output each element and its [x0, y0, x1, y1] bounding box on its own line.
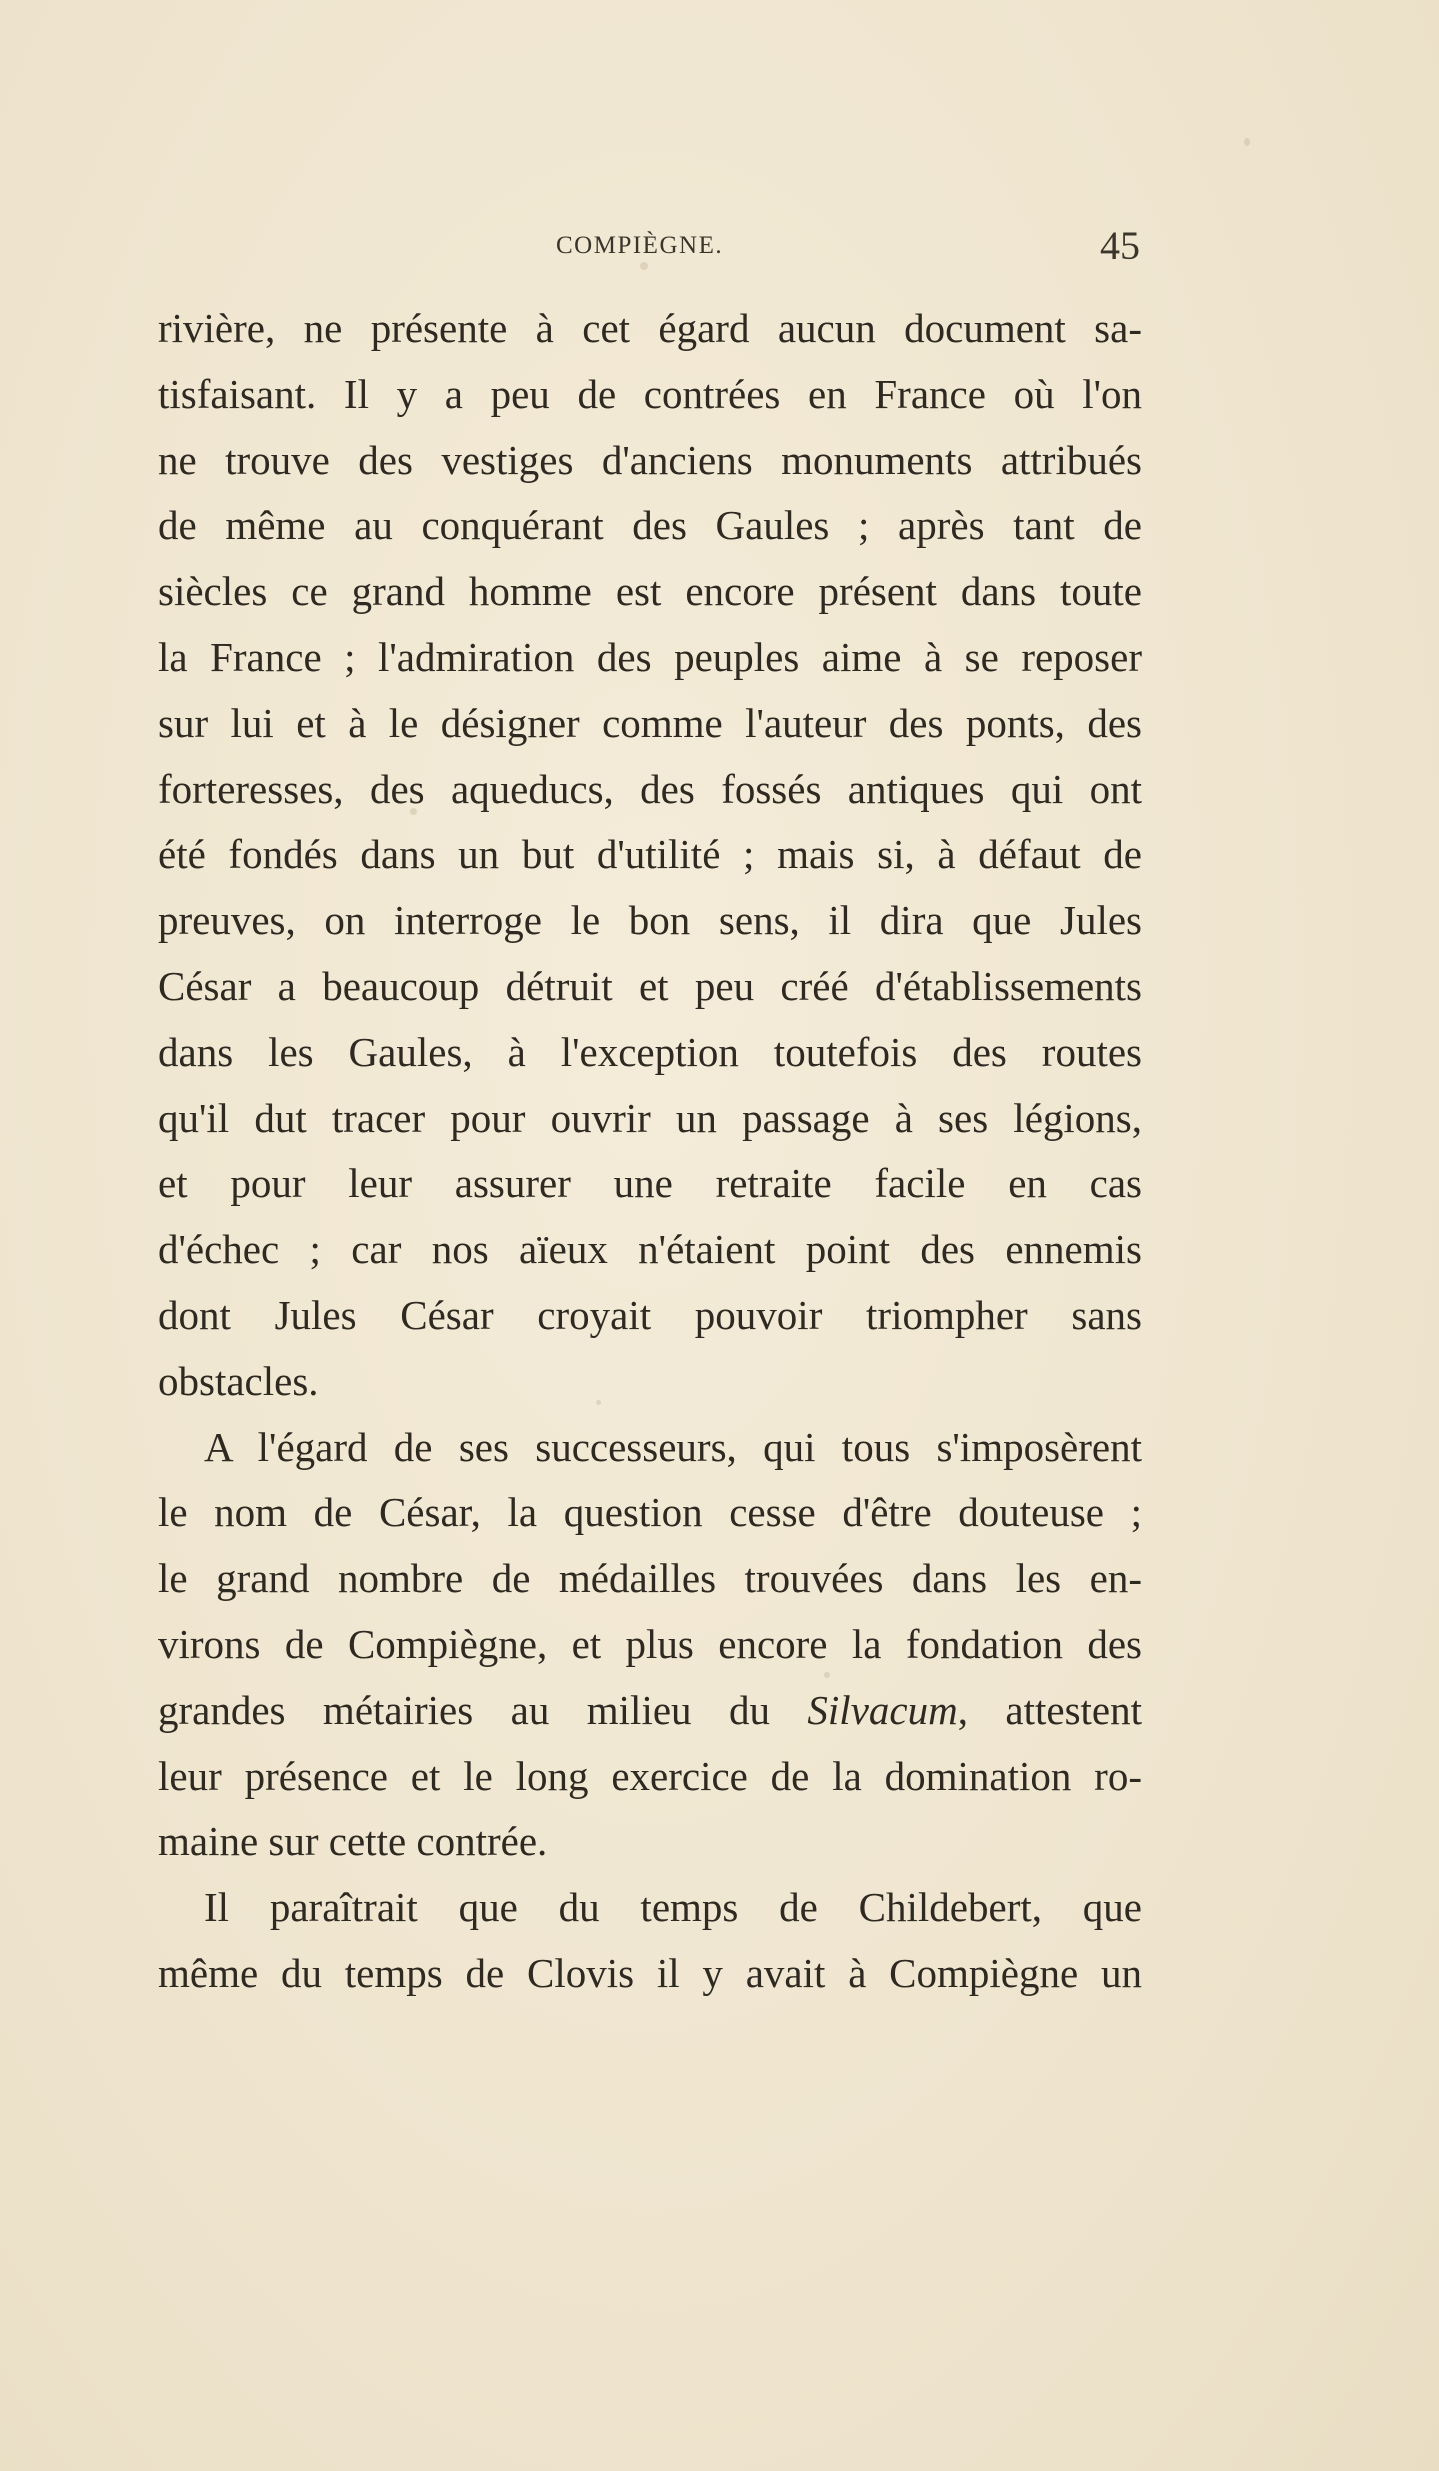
text-line: de même au conquérant des Gaules ; après tant de	[158, 502, 1142, 549]
text-line: forteresses, des aqueducs, des fossés antiques qui ont	[158, 765, 1142, 812]
text-line: même du temps de Clovis il y avait à Compiègne un	[158, 1949, 1142, 1996]
text-line	[158, 1678, 1142, 1744]
page-number: 45	[1100, 223, 1140, 268]
text-line: obstacles.	[158, 1357, 319, 1404]
text-line: été fondés dans un but d'utilité ; mais si, à défaut de	[158, 831, 1142, 878]
text-line: d'échec ; car nos aïeux n'étaient point des ennemis	[158, 1226, 1142, 1273]
text-line: leur présence et le long exercice de la domination ro-	[158, 1752, 1142, 1799]
running-head: COMPIÈGNE.	[556, 232, 724, 259]
text-line: la France ; l'admiration des peuples aime à se reposer	[158, 633, 1142, 680]
page-header	[158, 223, 1158, 268]
text-line: siècles ce grand homme est encore présent dans toute	[158, 568, 1142, 615]
text-line: et pour leur assurer une retraite facile en cas	[158, 1160, 1142, 1207]
text-line: preuves, on interroge le bon sens, il dira que Jules	[158, 897, 1142, 944]
italic-term: Silvacum	[807, 1686, 958, 1733]
paragraph-start-line: Il paraîtrait que du temps de Childebert, que	[204, 1884, 1142, 1931]
text-line: le nom de César, la question cesse d'être douteuse ;	[158, 1489, 1142, 1536]
text-line: rivière, ne présente à cet égard aucun document sa-	[158, 305, 1142, 351]
text-line: maine sur cette contrée.	[158, 1818, 548, 1865]
body-text	[158, 296, 1142, 2007]
text-line: qu'il dut tracer pour ouvrir un passage à ses légions,	[158, 1094, 1142, 1141]
paper-foxing-spot	[1244, 138, 1250, 146]
text-line: César a beaucoup détruit et peu créé d'établissements	[158, 962, 1142, 1009]
text-line: dans les Gaules, à l'exception toutefois des routes	[158, 1028, 1142, 1075]
paragraph-start-line: A l'égard de ses successeurs, qui tous s'imposèrent	[204, 1423, 1142, 1470]
text-run: , attestent	[957, 1686, 1142, 1733]
text-line: sur lui et à le désigner comme l'auteur des ponts, des	[158, 699, 1142, 746]
text-line: tisfaisant. Il y a peu de contrées en France où l'on	[158, 370, 1142, 417]
text-line: dont Jules César croyait pouvoir triompher sans	[158, 1291, 1142, 1338]
text-line: virons de Compiègne, et plus encore la fondation des	[158, 1620, 1142, 1667]
text-line: ne trouve des vestiges d'anciens monuments attribués	[158, 436, 1142, 483]
text-line: le grand nombre de médailles trouvées dans les en-	[158, 1555, 1142, 1602]
text-run: grandes métairies au milieu du	[158, 1686, 808, 1733]
